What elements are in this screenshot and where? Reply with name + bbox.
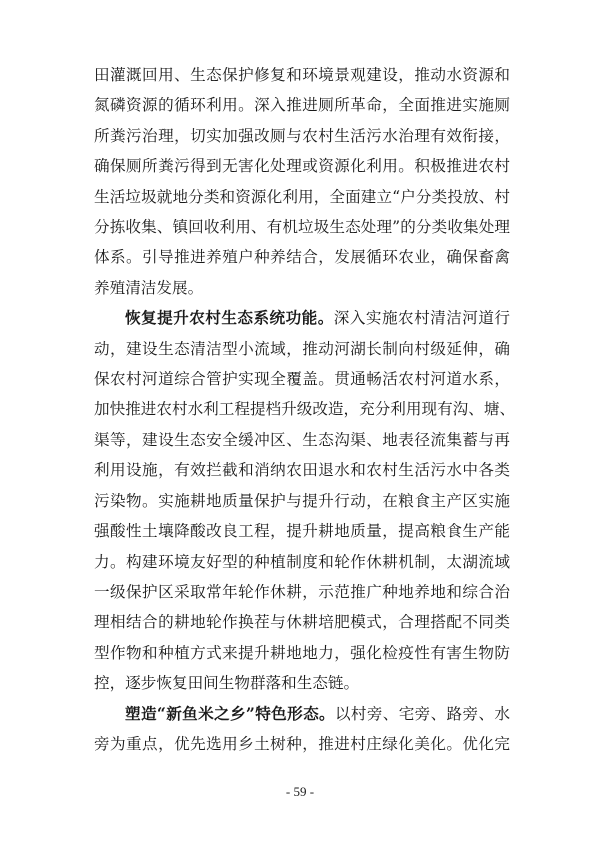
line-text: 深入实施农村清洁河道行 <box>333 309 510 328</box>
text-line <box>94 425 510 455</box>
text-line <box>94 699 510 729</box>
line-text: 理相结合的耕地轮作换茬与休耕培肥模式，合理搭配不同类 <box>94 613 510 632</box>
paragraph <box>94 303 516 698</box>
text-line <box>94 638 510 668</box>
text-line <box>94 455 510 485</box>
line-text: 旁为重点，优先选用乡土树种，推进村庄绿化美化。优化完 <box>94 734 510 753</box>
page-number: - 59 - <box>285 784 315 799</box>
text-line <box>94 242 510 272</box>
text-line <box>94 60 510 90</box>
line-text: 分拣收集、镇回收利用、有机垃圾生态处理”的分类收集处理 <box>94 218 510 237</box>
text-line <box>94 121 510 151</box>
text-line <box>94 90 510 120</box>
line-text: 养殖清洁发展。 <box>94 278 204 297</box>
line-text: 田灌溉回用、生态保护修复和环境景观建设，推动水资源和 <box>94 66 510 84</box>
paragraph-heading: 恢复提升农村生态系统功能。 <box>125 308 334 328</box>
line-text: 动，建设生态清洁型小流域，推动河湖长制向村级延伸，确 <box>94 339 510 358</box>
text-line <box>94 547 510 577</box>
text-line <box>94 577 510 607</box>
line-text: 强酸性土壤降酸改良工程，提升耕地质量，提高粮食生产能 <box>94 522 510 541</box>
line-text: 污染物。实施耕地质量保护与提升行动，在粮食主产区实施 <box>94 491 510 510</box>
line-text: 控，逐步恢复田间生物群落和生态链。 <box>94 674 360 693</box>
text-line <box>94 516 510 546</box>
text-line <box>94 273 510 303</box>
text-line <box>94 364 510 394</box>
line-text: 所粪污治理，切实加强改厕与农村生活污水治理有效衔接， <box>94 126 510 145</box>
text-line <box>94 394 516 424</box>
text-line <box>94 334 510 364</box>
paragraph <box>94 699 510 760</box>
text-line <box>94 486 510 516</box>
line-text: 以村旁、宅旁、路旁、水 <box>334 704 510 723</box>
line-text: 利用设施，有效拦截和消纳农田退水和农村生活污水中各类 <box>94 461 510 480</box>
text-line <box>94 212 510 242</box>
line-text: 确保厕所粪污得到无害化处理或资源化利用。积极推进农村 <box>94 157 510 176</box>
paragraph-heading: 塑造“新鱼米之乡”特色形态。 <box>125 703 335 723</box>
line-text: 加快推进农村水利工程提档升级改造，充分利用现有沟、塘、 <box>94 400 516 419</box>
line-text: 体系。引导推进养殖户种养结合，发展循环农业，确保畜禽 <box>94 248 510 267</box>
line-text: 氮磷资源的循环利用。深入推进厕所革命，全面推进实施厕 <box>94 96 510 115</box>
line-text: 渠等，建设生态安全缓冲区、生态沟渠、地表径流集蓄与再 <box>94 430 510 449</box>
text-line <box>94 729 510 759</box>
line-text: 保农村河道综合管护实现全覆盖。贯通畅活农村河道水系， <box>94 370 510 389</box>
line-text: 型作物和种植方式来提升耕地地力，强化检疫性有害生物防 <box>94 643 510 662</box>
text-line <box>94 182 510 212</box>
text-line <box>94 303 510 333</box>
line-text: 力。构建环境友好型的种植制度和轮作休耕机制，太湖流域 <box>94 552 510 571</box>
paragraph <box>94 60 510 303</box>
line-text: 生活垃圾就地分类和资源化利用，全面建立“户分类投放、村 <box>94 187 510 206</box>
text-line <box>94 151 510 181</box>
line-text: 一级保护区采取常年轮作休耕，示范推广种地养地和综合治 <box>94 582 510 601</box>
text-line <box>94 668 510 698</box>
text-line <box>94 607 510 637</box>
body-text <box>94 60 516 759</box>
